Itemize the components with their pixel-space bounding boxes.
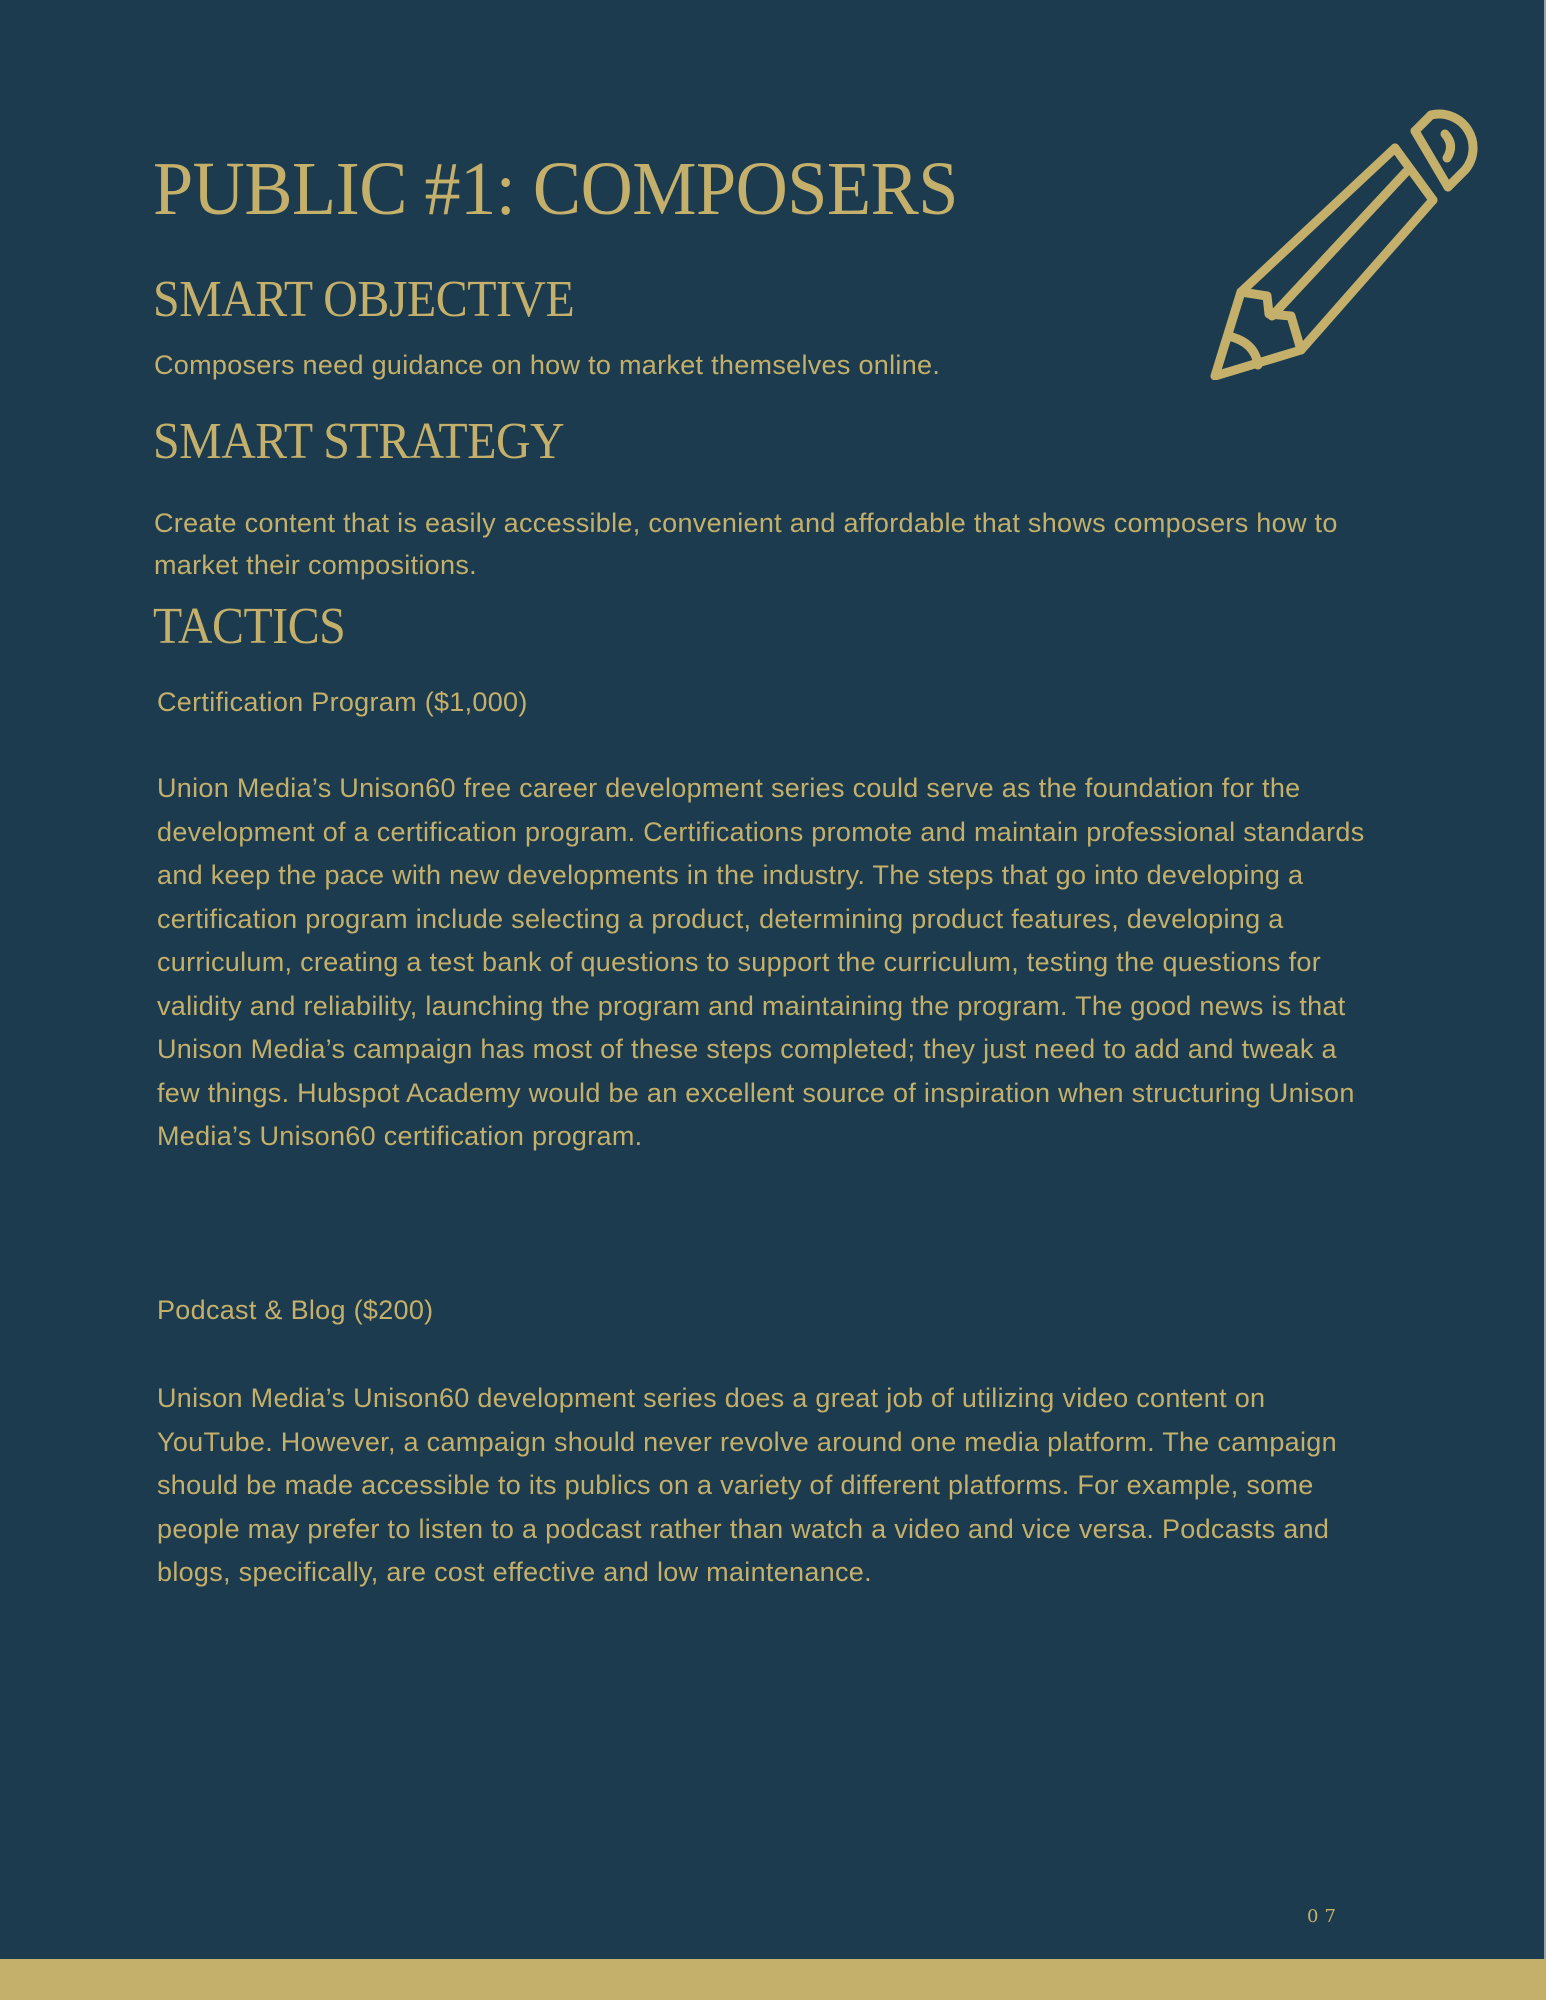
page-title: PUBLIC #1: COMPOSERS [153,147,958,231]
tactic-description: Unison Media’s Unison60 development series does a great job of utilizing video content on YouTube. However, a campaign should never revolve around one media platform. The campaign should be made accessible to its publics on a variety of different platforms. For example, some people may prefer to listen to a podcast rather than watch a video and vice versa. Podcasts and blogs, specifically, are cost effective and low maintenance. [157,1383,1337,1587]
tactic-title: Podcast & Blog ($200) [157,1295,434,1325]
strategy-text: Create content that is easily accessible, convenient and affordable that shows composers how to market their compositions. [154,508,1338,580]
page-number: 07 [1307,1906,1342,1927]
objective-heading: SMART OBJECTIVE [153,271,575,328]
strategy-heading: SMART STRATEGY [153,413,565,470]
tactic-title: Certification Program ($1,000) [157,687,528,717]
footer-bar [0,1959,1546,2000]
objective-text: Composers need guidance on how to market themselves online. [154,350,941,380]
tactics-heading: TACTICS [153,598,346,655]
tactic-description: Union Media’s Unison60 free career development series could serve as the foundation for the development of a certification program. Certifications promote and maintain professional standards and keep the pace with new developments in the industry. The steps that go into developing a certification program include selecting a product, determining product features, developing a curriculum, creating a test bank of questions to support the curriculum, testing the questions for validity and reliability, launching the program and maintaining the program. The good news is that Unison Media’s campaign has most of these steps completed; they just need to add and tweak a few things. Hubspot Academy would be an excellent source of inspiration when structuring Unison Media’s Unison60 certification program. [157,773,1365,1151]
pencil-icon [1195,90,1485,380]
